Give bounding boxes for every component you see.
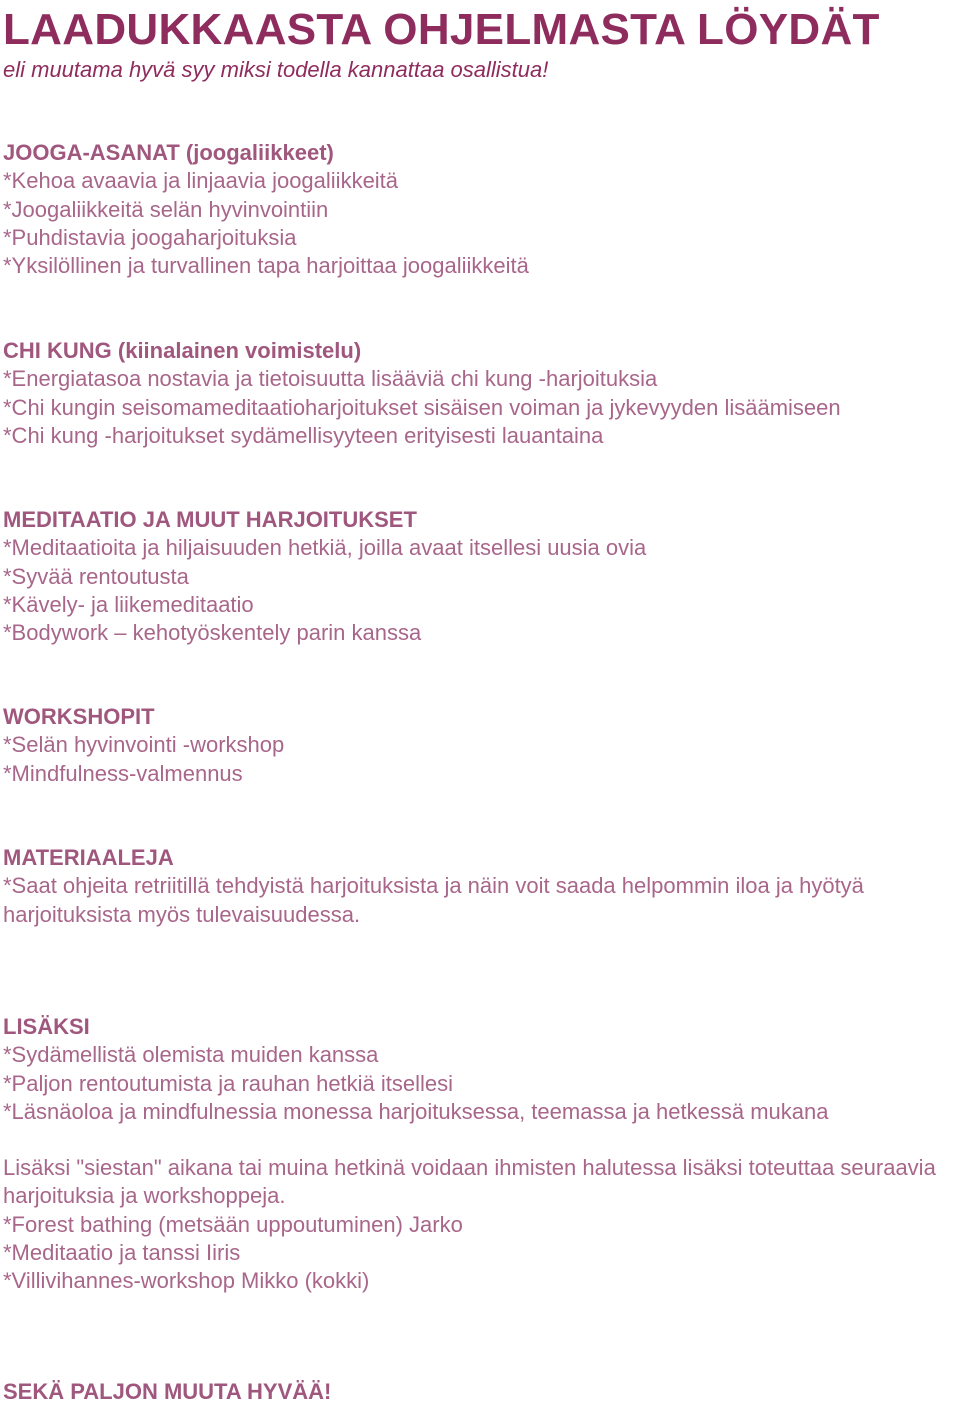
list-item: *Kehoa avaavia ja linjaavia joogaliikkeitä [3, 168, 399, 194]
extra-intro: Lisäksi "siestan" aikana tai muina hetkinä voidaan ihmisten halutessa lisäksi toteuttaa seuraavia harjoituksia ja workshoppeja. [3, 1155, 936, 1209]
list-item: *Syvää rentoutusta [3, 563, 189, 589]
list-item: *Saat ohjeita retriitillä tehdyistä harjoituksista ja näin voit saada helpommin iloa ja hyötyä harjoituksista myös tulevaisuudessa. [3, 873, 864, 927]
list-item: *Läsnäoloa ja mindfulnessia monessa harjoituksessa, teemassa ja hetkessä mukana [3, 1098, 829, 1124]
page-subtitle: eli muutama hyvä syy miksi todella kannattaa osallistua! [3, 57, 549, 82]
section-materiaaleja [3, 844, 957, 929]
section-jooga-asanat [3, 139, 957, 280]
list-item: *Paljon rentoutumista ja rauhan hetkiä itsellesi [3, 1070, 454, 1096]
list-item: *Villivihannes-workshop Mikko (kokki) [3, 1268, 370, 1294]
page-title: LAADUKKAASTA OHJELMASTA LÖYDÄT [3, 5, 880, 54]
section-heading: MATERIAALEJA [3, 845, 174, 870]
closing-line: SEKÄ PALJON MUUTA HYVÄÄ! [3, 1379, 332, 1404]
section-heading: WORKSHOPIT [3, 704, 155, 729]
section-lisaksi [3, 1013, 957, 1126]
section-chi-kung [3, 337, 957, 450]
section-heading: MEDITAATIO JA MUUT HARJOITUKSET [3, 507, 417, 532]
list-item: *Energiatasoa nostavia ja tietoisuutta lisääviä chi kung -harjoituksia [3, 366, 658, 392]
section-heading: CHI KUNG (kiinalainen voimistelu) [3, 338, 362, 363]
section-heading: JOOGA-ASANAT (joogaliikkeet) [3, 140, 334, 165]
list-item: *Meditaatioita ja hiljaisuuden hetkiä, joilla avaat itsellesi uusia ovia [3, 535, 647, 561]
list-item: *Meditaatio ja tanssi Iiris [3, 1239, 241, 1265]
section-heading: LISÄKSI [3, 1014, 90, 1039]
list-item: *Selän hyvinvointi -workshop [3, 732, 285, 758]
list-item: *Bodywork – kehotyöskentely parin kanssa [3, 620, 422, 646]
list-item: *Puhdistavia joogaharjoituksia [3, 224, 297, 250]
list-item: *Kävely- ja liikemeditaatio [3, 591, 254, 617]
list-item: *Chi kung -harjoitukset sydämellisyyteen erityisesti lauantaina [3, 422, 604, 448]
list-item: *Yksilöllinen ja turvallinen tapa harjoittaa joogaliikkeitä [3, 253, 529, 279]
list-item: *Chi kungin seisomameditaatioharjoitukset sisäisen voiman ja jykevyyden lisäämiseen [3, 394, 841, 420]
list-item: *Sydämellistä olemista muiden kanssa [3, 1042, 379, 1068]
list-item: *Joogaliikkeitä selän hyvinvointiin [3, 196, 329, 222]
section-extra [3, 1154, 957, 1295]
section-meditaatio [3, 506, 957, 647]
list-item: *Mindfulness-valmennus [3, 760, 243, 786]
list-item: *Forest bathing (metsään uppoutuminen) Jarko [3, 1211, 463, 1237]
section-workshopit [3, 703, 957, 788]
